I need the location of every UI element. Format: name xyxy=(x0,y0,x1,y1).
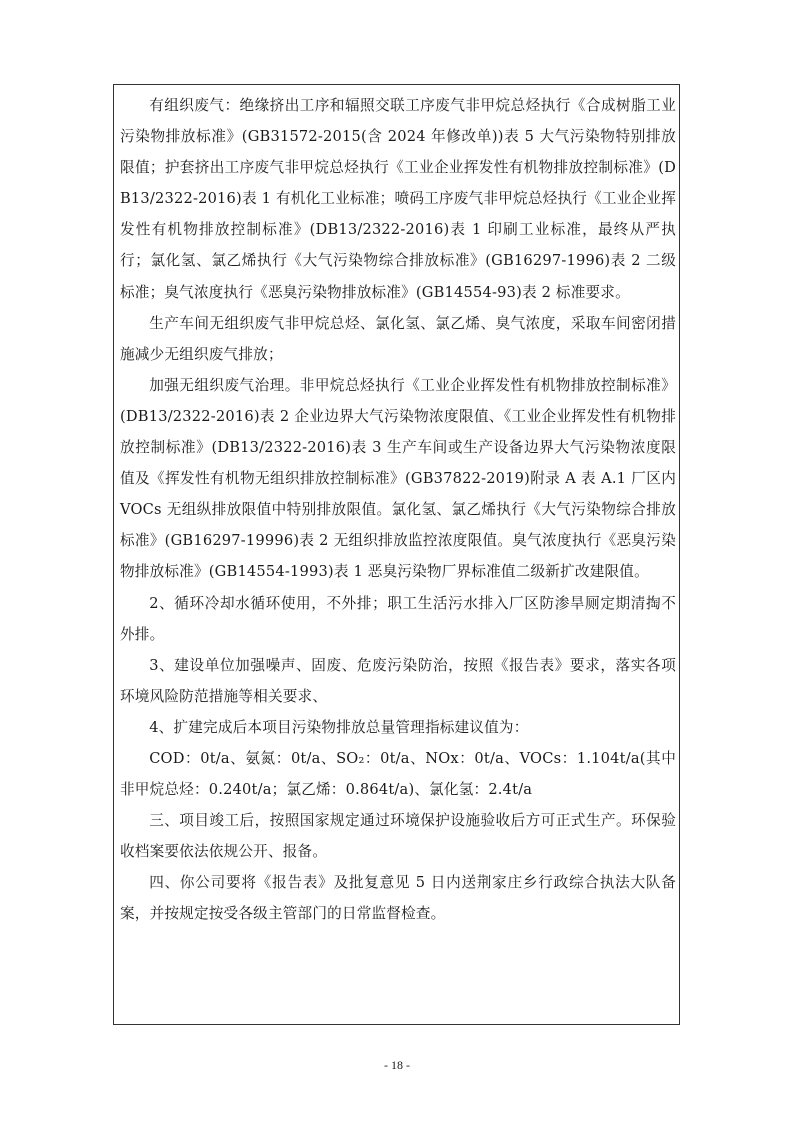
paragraph-completion-acceptance: 三、项目竣工后，按照国家规定通过环境保护设施验收后方可正式生产。环保验收档案要依法依规公开、报备。 xyxy=(120,812,676,861)
paragraph-fugitive-control: 加强无组织废气治理。非甲烷总烃执行《工业企业挥发性有机物排放控制标准》(DB13/2322-2016)表 2 企业边界大气污染物浓度限值、《工业企业挥发性有机物排放控制标准》(DB13/2322-2016)表 3 生产车间或生产设备边界大气污染物浓度限值及《挥发性有机物无组织排放控制标准》(GB37822-2019)附录 A 表 A.1 厂区内 VOCs 无组纵排放限值中特别排放限值。氯化氢、氯乙烯执行《大气污染物综合排放标准》(GB16297-19996)表 2 无组织排放监控浓度限值。臭气浓度执行《恶臭污染物排放标准》(GB14554-1993)表 1 恶臭污染物厂界标准值二级新扩改建限值。 xyxy=(120,376,676,581)
document-body xyxy=(120,90,676,930)
paragraph-cooling-water: 2、循环冷却水循环使用，不外排；职工生活污水排入厂区防渗旱厕定期清掏不外排。 xyxy=(120,594,676,643)
paragraph-filing-supervision: 四、你公司要将《报告表》及批复意见 5 日内送荆家庄乡行政综合执法大队备案，并按规定按受各级主管部门的日常监督检查。 xyxy=(120,874,676,923)
paragraph-workshop-fugitive: 生产车间无组织废气非甲烷总烃、氯化氢、氯乙烯、臭气浓度，采取车间密闭措施减少无组织废气排放； xyxy=(120,314,676,363)
paragraph-total-emission-values: COD：0t/a、氨氮：0t/a、SO₂：0t/a、NOx：0t/a、VOCs：1.104t/a(其中非甲烷总烃：0.240t/a；氯乙烯：0.864t/a)、氯化氢：2.4t/a xyxy=(120,749,676,799)
paragraph-organized-exhaust: 有组织废气：绝缘挤出工序和辐照交联工序废气非甲烷总烃执行《合成树脂工业污染物排放标准》(GB31572-2015(含 2024 年修改单))表 5 大气污染物特别排放限值；护套挤出工序废气非甲烷总烃执行《工业企业挥发性有机物排放控制标准》(DB13/2322-2016)表 1 有机化工业标准；喷码工序废气非甲烷总烃执行《工业企业挥发性有机物排放控制标准》(DB13/2322-2016)表 1 印刷工业标准，最终从严执行；氯化氢、氯乙烯执行《大气污染物综合排放标准》(GB16297-1996)表 2 二级标准；臭气浓度执行《恶臭污染物排放标准》(GB14554-93)表 2 标准要求。 xyxy=(120,97,676,301)
paragraph-noise-waste: 3、建设单位加强噪声、固废、危废污染防治，按照《报告表》要求，落实各项环境风险防范措施等相关要求、 xyxy=(120,656,676,705)
page-number: - 18 - xyxy=(384,1058,410,1072)
paragraph-total-emission-heading: 4、扩建完成后本项目污染物排放总量管理指标建议值为： xyxy=(149,718,529,736)
